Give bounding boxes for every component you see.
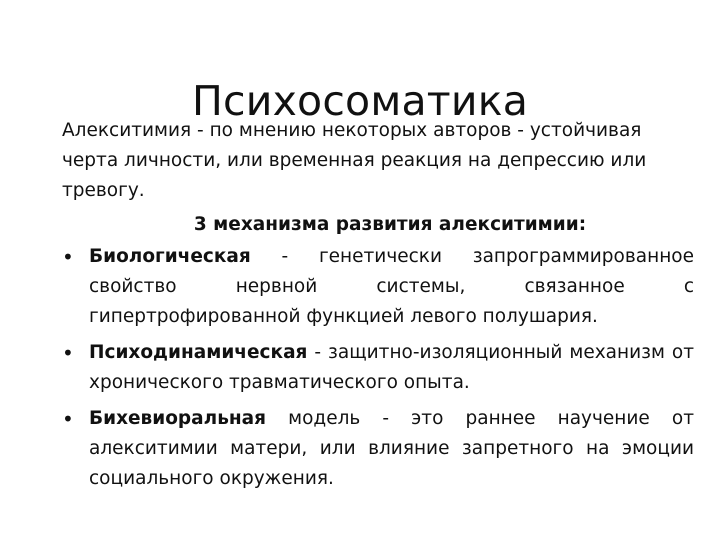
- slide-content: [62, 116, 694, 500]
- mechanism-term: Бихевиоральная: [89, 408, 267, 429]
- mechanisms-list: [62, 242, 694, 494]
- slide-title: Психосоматика: [191, 77, 529, 126]
- mechanism-description: модель - это раннее научение от алекситимии матери, или влияние запретного на эмоции социального окружения.: [89, 408, 694, 489]
- mechanism-term: Биологическая: [89, 246, 251, 267]
- mechanism-item-psychodynamic: [62, 338, 694, 398]
- bullet-icon: •: [62, 407, 74, 431]
- mechanism-term: Психодинамическая: [89, 342, 308, 363]
- bullet-icon: •: [62, 245, 74, 269]
- mechanisms-heading: 3 механизма развития алекситимии:: [193, 214, 587, 235]
- mechanism-item-behavioral: [62, 404, 694, 494]
- bullet-icon: •: [62, 341, 74, 365]
- mechanism-item-biological: [62, 242, 694, 332]
- intro-paragraph: Алекситимия - по мнению некоторых авторов - устойчивая черта личности, или временная реакция на депрессию или тревогу.: [62, 120, 647, 201]
- mechanism-description: - генетически запрограммированное свойство нервной системы, связанное с гипертрофированной функцией левого полушария.: [89, 246, 694, 327]
- mechanism-description: - защитно-изоляционный механизм от хронического травматического опыта.: [89, 342, 694, 393]
